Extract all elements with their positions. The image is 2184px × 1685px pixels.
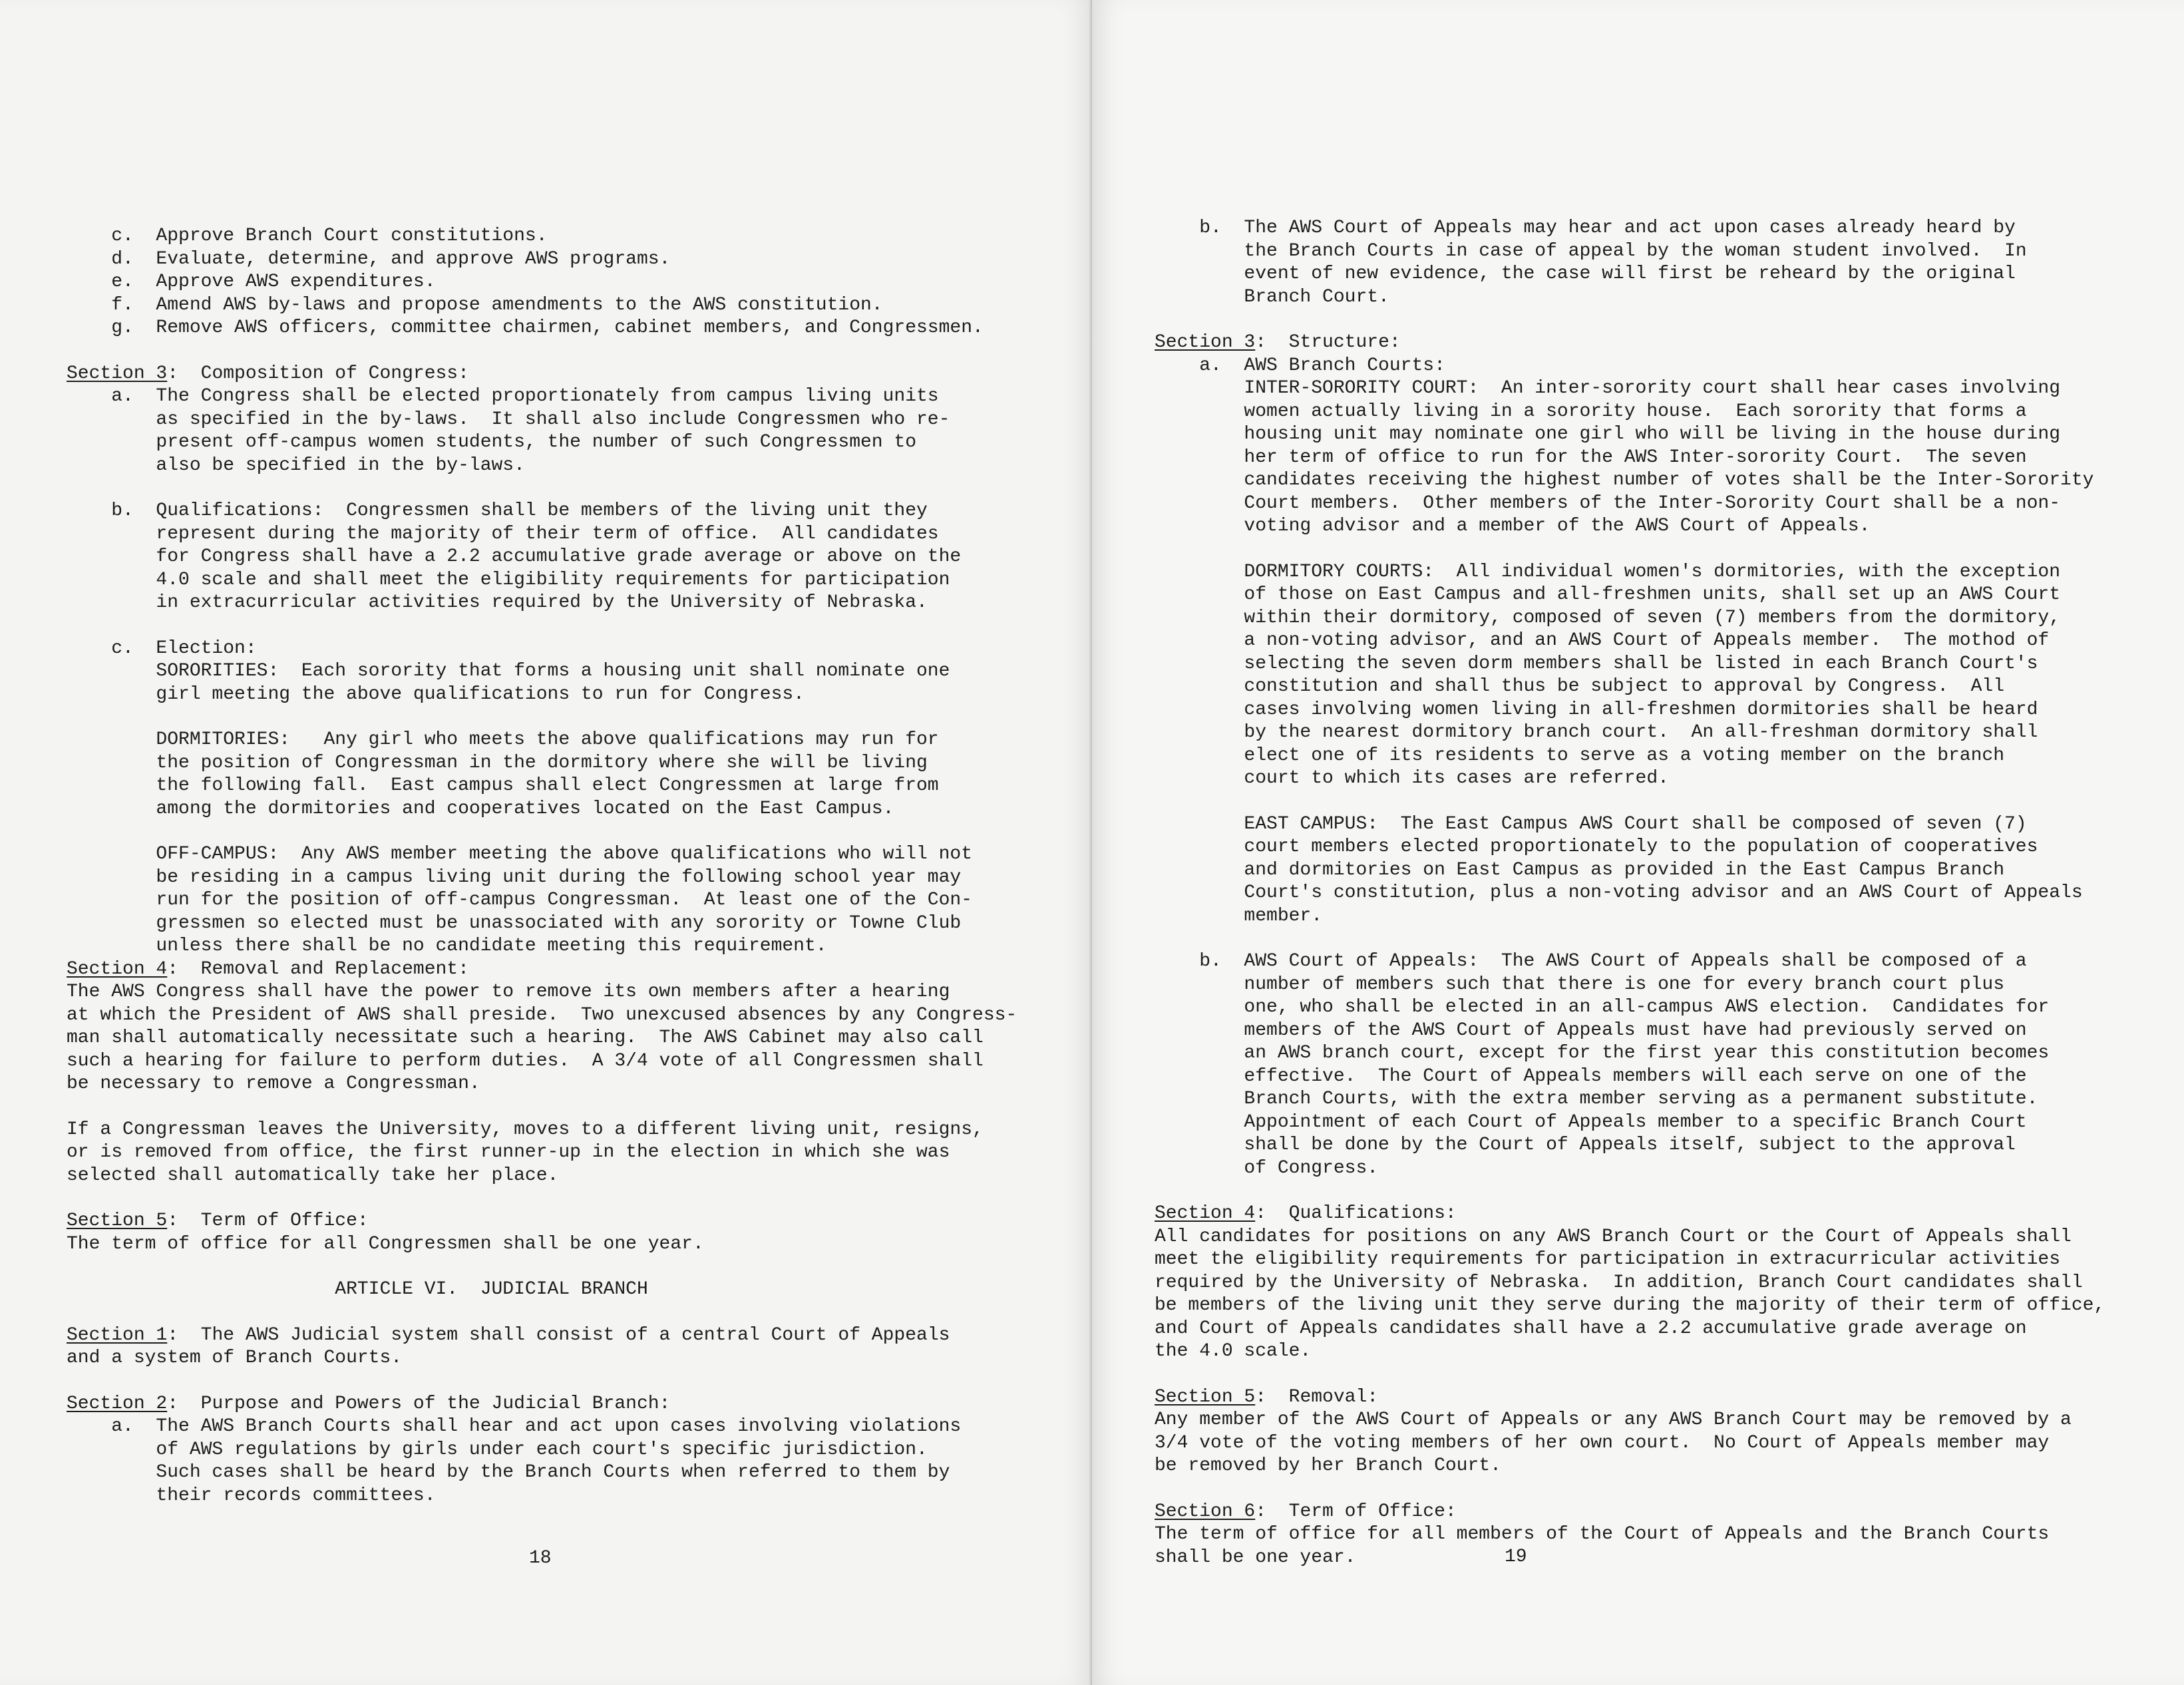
- line-text: If a Congressman leaves the University, moves to a different living unit, resigns,: [67, 1119, 984, 1140]
- line-text: a. AWS Branch Courts:: [1155, 355, 1445, 376]
- paragraph-gap: [67, 477, 1051, 500]
- text-line: [1155, 653, 2153, 676]
- line-text: or is removed from office, the first runner-up in the election in which she was: [67, 1142, 950, 1163]
- text-line: [67, 523, 1051, 546]
- paragraph-gap: [67, 1370, 1051, 1393]
- text-line: [67, 866, 1051, 890]
- text-line: [1155, 1409, 2153, 1432]
- text-line: [67, 317, 1051, 340]
- line-text: voting advisor and a member of the AWS Court of Appeals.: [1155, 516, 1871, 536]
- line-text: b. The AWS Court of Appeals may hear and act upon cases already heard by: [1155, 218, 2016, 238]
- line-text: : Removal and Replacement:: [167, 958, 469, 980]
- line-text: be removed by her Branch Court.: [1155, 1455, 1501, 1476]
- line-text: c. Approve Branch Court constitutions.: [67, 226, 548, 246]
- line-text: cases involving women living in all-freshmen dormitories shall be heard: [1155, 699, 2038, 720]
- section-label: Section 4: [1155, 1203, 1256, 1224]
- line-text: gressmen so elected must be unassociated with any sorority or Towne Club: [67, 912, 962, 934]
- line-text: DORMITORY COURTS: All individual women's dormitories, with the exception: [1155, 561, 2061, 582]
- text-line: [1155, 377, 2153, 401]
- text-line: [67, 1415, 1051, 1439]
- line-text: : Removal:: [1255, 1386, 1379, 1407]
- text-line: [1155, 882, 2153, 905]
- text-line: [1155, 469, 2153, 492]
- line-text: members of the AWS Court of Appeals must have had previously served on: [1155, 1020, 2027, 1041]
- line-text: in extracurricular activities required by the University of Nebraska.: [67, 592, 928, 613]
- line-text: girl meeting the above qualifications to run for Congress.: [67, 683, 805, 705]
- line-text: shall be one year.: [1155, 1547, 1356, 1568]
- line-text: of AWS regulations by girls under each court's specific jurisdiction.: [67, 1439, 928, 1460]
- text-line: [67, 592, 1051, 615]
- paragraph-gap: [1155, 1478, 2153, 1501]
- line-text: of Congress.: [1155, 1157, 1379, 1179]
- line-text: women actually living in a sorority house. Each sorority that forms a: [1155, 401, 2027, 422]
- line-text: number of members such that there is one for every branch court plus: [1155, 974, 2005, 995]
- text-line: [1155, 630, 2153, 653]
- text-line: [1155, 721, 2153, 745]
- line-text: constitution and shall thus be subject to approval by Congress. All: [1155, 676, 2005, 697]
- text-line: [67, 1050, 1051, 1073]
- line-text: Any member of the AWS Court of Appeals or any AWS Branch Court may be removed by a: [1155, 1409, 2072, 1430]
- line-text: and a system of Branch Courts.: [67, 1348, 403, 1368]
- line-text: a non-voting advisor, and an AWS Court of Appeals member. The mothod of: [1155, 630, 2050, 651]
- line-text: b. Qualifications: Congressmen shall be members of the living unit they: [67, 500, 928, 521]
- line-text: Court members. Other members of the Inter-Sorority Court shall be a non-: [1155, 492, 2061, 514]
- text-line: [67, 683, 1051, 707]
- page-right: [1092, 0, 2184, 1685]
- line-text: and Court of Appeals candidates shall have a 2.2 accumulative grade average on: [1155, 1318, 2027, 1339]
- line-text: EAST CAMPUS: The East Campus AWS Court shall be composed of seven (7): [1155, 813, 2027, 835]
- text-line: [1155, 401, 2153, 424]
- line-text: one, who shall be elected in an all-campus AWS election. Candidates for: [1155, 997, 2050, 1018]
- text-line: [1155, 675, 2153, 699]
- line-text: 4.0 scale and shall meet the eligibility requirements for participation: [67, 569, 950, 590]
- section-heading: [1155, 1501, 2153, 1524]
- paragraph-gap: [1155, 538, 2153, 561]
- text-line: [1155, 561, 2153, 584]
- line-text: elect one of its residents to serve as a voting member on the branch: [1155, 745, 2005, 766]
- text-line: [1155, 974, 2153, 997]
- text-line: [1155, 515, 2153, 538]
- text-line: [1155, 263, 2153, 286]
- text-line: [1155, 1340, 2153, 1364]
- line-text: shall be done by the Court of Appeals itself, subject to the approval: [1155, 1135, 2016, 1155]
- page-number-right: 19: [1505, 1547, 1527, 1567]
- text-line: [67, 455, 1051, 478]
- text-line: [1155, 1318, 2153, 1341]
- text-line: [67, 225, 1051, 248]
- text-line: [67, 1347, 1051, 1370]
- line-text: Branch Court.: [1155, 286, 1389, 307]
- line-text: the position of Congressman in the dormitory where she will be living: [67, 752, 928, 773]
- text-line: [67, 248, 1051, 272]
- section-heading: [1155, 1386, 2153, 1409]
- text-line: [1155, 492, 2153, 516]
- page-number-left: 18: [529, 1548, 552, 1569]
- text-line: [1155, 1455, 2153, 1478]
- line-text: selecting the seven dorm members shall be listed in each Branch Court's: [1155, 653, 2038, 674]
- text-line: [67, 271, 1051, 294]
- paragraph-gap: [67, 340, 1051, 363]
- line-text: Such cases shall be heard by the Branch Courts when referred to them by: [67, 1462, 950, 1483]
- line-text: e. Approve AWS expenditures.: [67, 272, 436, 292]
- text-line: [1155, 1294, 2153, 1318]
- paragraph-gap: [1155, 1364, 2153, 1386]
- line-text: court to which its cases are referred.: [1155, 768, 1669, 789]
- text-line: [1155, 1157, 2153, 1181]
- line-text: an AWS branch court, except for the first year this constitution becomes: [1155, 1043, 2050, 1063]
- text-line: [1155, 813, 2153, 837]
- line-text: : The AWS Judicial system shall consist of a central Court of Appeals: [167, 1324, 950, 1346]
- section-label: Section 6: [1155, 1501, 1256, 1522]
- line-text: The term of office for all Congressmen shall be one year.: [67, 1233, 704, 1254]
- text-line: [1155, 1432, 2153, 1455]
- section-heading: [67, 1210, 1051, 1233]
- text-line: [1155, 1272, 2153, 1295]
- text-line: [67, 1439, 1051, 1462]
- section-label: Section 5: [67, 1211, 168, 1231]
- line-text: OFF-CAMPUS: Any AWS member meeting the above qualifications who will not: [67, 844, 973, 864]
- text-line: [67, 752, 1051, 775]
- line-text: the 4.0 scale.: [1155, 1341, 1312, 1362]
- text-line: [1155, 996, 2153, 1020]
- line-text: f. Amend AWS by-laws and propose amendments to the AWS constitution.: [67, 294, 883, 315]
- text-line: [67, 775, 1051, 798]
- paragraph-gap: [1155, 791, 2153, 813]
- section-label: Section 3: [1155, 332, 1256, 353]
- paragraph-gap: [1155, 309, 2153, 331]
- text-line: [67, 912, 1051, 936]
- text-line: [67, 1165, 1051, 1188]
- section-label: Section 5: [1155, 1386, 1256, 1407]
- line-text: man shall automatically necessitate such a hearing. The AWS Cabinet may also call: [67, 1028, 984, 1048]
- text-line: [1155, 1226, 2153, 1249]
- line-text: c. Election:: [67, 638, 257, 659]
- line-text: the Branch Courts in case of appeal by the woman student involved. In: [1155, 240, 2027, 262]
- line-text: of those on East Campus and all-freshmen units, shall set up an AWS Court: [1155, 584, 2061, 605]
- line-text: be residing in a campus living unit during the following school year may: [67, 866, 962, 888]
- line-text: be necessary to remove a Congressman.: [67, 1073, 480, 1094]
- text-line: [67, 546, 1051, 569]
- paragraph-gap: [1155, 928, 2153, 950]
- line-text: within their dormitory, composed of seven (7) members from the dormitory,: [1155, 607, 2061, 628]
- text-line: [1155, 423, 2153, 447]
- text-line: [1155, 699, 2153, 722]
- text-line: [1155, 607, 2153, 630]
- section-heading: [1155, 331, 2153, 355]
- line-text: b. AWS Court of Appeals: The AWS Court of Appeals shall be composed of a: [1155, 951, 2027, 972]
- section-heading: [67, 1324, 1051, 1348]
- left-page-text: [67, 225, 1051, 1507]
- text-line: [67, 660, 1051, 683]
- section-heading: [67, 1393, 1051, 1416]
- section-heading: [1155, 1203, 2153, 1226]
- paragraph-gap: [67, 1187, 1051, 1210]
- text-line: [1155, 905, 2153, 928]
- line-text: g. Remove AWS officers, committee chairmen, cabinet members, and Congressmen.: [67, 317, 984, 338]
- text-line: [1155, 1020, 2153, 1043]
- section-label: Section 3: [67, 363, 168, 384]
- text-line: [1155, 1248, 2153, 1272]
- section-heading: [67, 363, 1051, 386]
- paragraph-gap: [67, 615, 1051, 638]
- line-text: DORMITORIES: Any girl who meets the above qualifications may run for: [67, 729, 939, 750]
- line-text: 3/4 vote of the voting members of her own court. No Court of Appeals member may: [1155, 1432, 2050, 1453]
- line-text: run for the position of off-campus Congressman. At least one of the Con-: [67, 890, 973, 910]
- text-line: [67, 729, 1051, 752]
- text-line: [67, 843, 1051, 866]
- text-line: [67, 1027, 1051, 1050]
- paragraph-gap: [67, 1096, 1051, 1119]
- text-line: [67, 569, 1051, 592]
- line-text: effective. The Court of Appeals members will each serve on one of the: [1155, 1065, 2027, 1087]
- line-text: The term of office for all members of the Court of Appeals and the Branch Courts: [1155, 1524, 2050, 1545]
- text-line: [67, 431, 1051, 455]
- section-label: Section 1: [67, 1324, 168, 1346]
- line-text: : Qualifications:: [1255, 1203, 1457, 1224]
- line-text: their records committees.: [67, 1485, 436, 1506]
- line-text: All candidates for positions on any AWS Branch Court or the Court of Appeals shall: [1155, 1226, 2072, 1247]
- text-line: [67, 1278, 1051, 1302]
- text-line: [67, 981, 1051, 1004]
- line-text: present off-campus women students, the number of such Congressmen to: [67, 432, 917, 453]
- section-label: Section 2: [67, 1393, 168, 1414]
- text-line: [1155, 1065, 2153, 1089]
- text-line: [1155, 859, 2153, 882]
- text-line: [67, 1141, 1051, 1165]
- text-line: [1155, 950, 2153, 974]
- line-text: : Composition of Congress:: [167, 363, 469, 384]
- line-text: : Term of Office:: [167, 1211, 369, 1231]
- text-line: [67, 1233, 1051, 1256]
- line-text: also be specified in the by-laws.: [67, 455, 525, 476]
- text-line: [67, 1485, 1051, 1508]
- text-line: [67, 638, 1051, 661]
- line-text: for Congress shall have a 2.2 accumulative grade average or above on the: [67, 546, 962, 567]
- line-text: event of new evidence, the case will first be reheard by the original: [1155, 264, 2016, 284]
- paragraph-gap: [67, 1302, 1051, 1324]
- text-line: [1155, 217, 2153, 240]
- section-heading: [67, 958, 1051, 982]
- paragraph-gap: [67, 706, 1051, 729]
- text-line: [1155, 1042, 2153, 1065]
- line-text: Appointment of each Court of Appeals member to a specific Branch Court: [1155, 1111, 2027, 1133]
- text-line: [1155, 1088, 2153, 1111]
- line-text: : Term of Office:: [1255, 1501, 1457, 1522]
- line-text: be members of the living unit they serve during the majority of their term of office,: [1155, 1295, 2105, 1316]
- line-text: by the nearest dormitory branch court. An all-freshman dormitory shall: [1155, 722, 2038, 743]
- line-text: a. The AWS Branch Courts shall hear and act upon cases involving violations: [67, 1416, 962, 1437]
- text-line: [1155, 1134, 2153, 1157]
- text-line: [1155, 240, 2153, 264]
- text-line: [67, 1461, 1051, 1485]
- line-text: at which the President of AWS shall preside. Two unexcused absences by any Congress-: [67, 1004, 1017, 1026]
- text-line: [1155, 836, 2153, 859]
- text-line: [1155, 1547, 2153, 1570]
- line-text: her term of office to run for the AWS Inter-sorority Court. The seven: [1155, 447, 2027, 468]
- line-text: member.: [1155, 905, 1323, 926]
- text-line: [67, 889, 1051, 912]
- text-line: [67, 798, 1051, 821]
- text-line: [67, 385, 1051, 409]
- line-text: represent during the majority of their term of office. All candidates: [67, 523, 939, 544]
- section-label: Section 4: [67, 958, 168, 980]
- text-line: [1155, 355, 2153, 378]
- line-text: d. Evaluate, determine, and approve AWS programs.: [67, 248, 671, 270]
- line-text: The AWS Congress shall have the power to remove its own members after a hearing: [67, 982, 950, 1002]
- line-text: : Structure:: [1255, 332, 1401, 353]
- line-text: among the dormitories and cooperatives located on the East Campus.: [67, 798, 894, 819]
- text-line: [67, 1004, 1051, 1028]
- text-line: [1155, 745, 2153, 768]
- text-line: [1155, 1523, 2153, 1547]
- text-line: [1155, 447, 2153, 470]
- line-text: SORORITIES: Each sorority that forms a housing unit shall nominate one: [67, 661, 950, 681]
- text-line: [67, 1119, 1051, 1142]
- line-text: : Purpose and Powers of the Judicial Branch:: [167, 1393, 671, 1414]
- line-text: required by the University of Nebraska. In addition, Branch Court candidates shall: [1155, 1272, 2083, 1293]
- line-text: selected shall automatically take her place.: [67, 1165, 559, 1186]
- paragraph-gap: [67, 1256, 1051, 1278]
- right-page-text: [1155, 217, 2153, 1569]
- paragraph-gap: [67, 821, 1051, 843]
- line-text: housing unit may nominate one girl who will be living in the house during: [1155, 424, 2061, 445]
- line-text: the following fall. East campus shall elect Congressmen at large from: [67, 775, 939, 796]
- line-text: ARTICLE VI. JUDICIAL BRANCH: [67, 1279, 648, 1300]
- line-text: court members elected proportionately to the population of cooperatives: [1155, 837, 2038, 857]
- line-text: Court's constitution, plus a non-voting advisor and an AWS Court of Appeals: [1155, 882, 2083, 903]
- line-text: INTER-SORORITY COURT: An inter-sorority court shall hear cases involving: [1155, 378, 2061, 399]
- text-line: [67, 500, 1051, 523]
- text-line: [1155, 1111, 2153, 1135]
- line-text: and dormitories on East Campus as provided in the East Campus Branch: [1155, 859, 2005, 880]
- line-text: meet the eligibility requirements for participation in extracurricular activities: [1155, 1249, 2061, 1270]
- line-text: unless there shall be no candidate meeting this requirement.: [67, 936, 827, 956]
- text-line: [67, 935, 1051, 958]
- text-line: [1155, 584, 2153, 607]
- line-text: Branch Courts, with the extra member serving as a permanent substitute.: [1155, 1089, 2038, 1109]
- line-text: such a hearing for failure to perform duties. A 3/4 vote of all Congressmen shall: [67, 1050, 984, 1071]
- text-line: [1155, 286, 2153, 309]
- text-line: [1155, 767, 2153, 791]
- paragraph-gap: [1155, 1180, 2153, 1203]
- text-line: [67, 1073, 1051, 1096]
- line-text: as specified in the by-laws. It shall also include Congressmen who re-: [67, 409, 950, 430]
- line-text: a. The Congress shall be elected proportionately from campus living units: [67, 386, 939, 407]
- text-line: [67, 409, 1051, 432]
- line-text: candidates receiving the highest number of votes shall be the Inter-Sorority: [1155, 470, 2094, 490]
- text-line: [67, 294, 1051, 317]
